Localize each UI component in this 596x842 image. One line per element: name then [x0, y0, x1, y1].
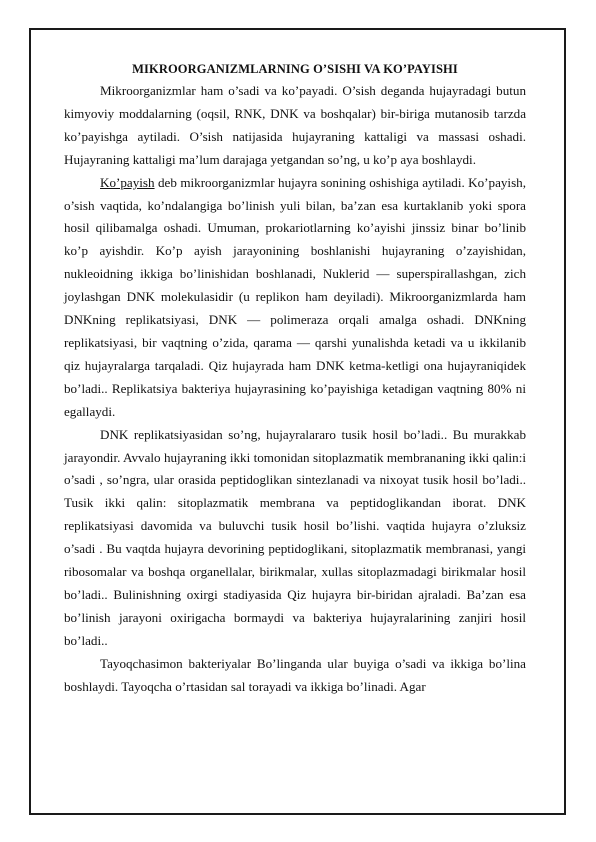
paragraph-text: Mikroorganizmlar ham o’sadi va ko’payadi. O’sish deganda hujayradagi butun kimyoviy moddalarning (oqsil, RNK, DNK va boshqalar) bir-biriga mutanosib tarzda ko’payishga aytiladi. O’sish natijasida hujayraning kattaligi va massasi oshadi. Hujayraning kattaligi ma’lum darajaga yetgandan so’ng, u ko’p aya boshlaydi. [64, 83, 526, 167]
paragraph-text: Tayoqchasimon bakteriyalar Bo’linganda ular buyiga o’sadi va ikkiga bo’lina boshlaydi. Tayoqcha o’rtasidan sal torayadi va ikkiga bo’linadi. Agar [64, 655, 526, 694]
paragraph-septum [64, 424, 526, 653]
paragraph-rod-bacteria [64, 653, 526, 699]
document-body [64, 58, 526, 698]
paragraph-text: DNK replikatsiyasidan so’ng, hujayralararo tusik hosil bo’ladi.. Bu murakkab jarayondir. Avvalo hujayraning ikki tomonidan sitoplazmatik membrananing ikki qalin:i o’sadi , so’ngra, ular orasida peptidoglikan sintezlanadi va nixoyat tusik hosil bo’ladi.. Tusik ikki qalin: sitoplazmatik membrana va peptidoglikandan iborat. DNK replikatsiyasi davomida va buluvchi tusik hosil bo’lishi. vaqtida hujayra o’zluksiz o’sadi . Bu vaqtda hujayra devorining peptidoglikani, sitoplazmatik membranasi, yangi ribosomalar va boshqa organellalar, birikmalar, xullas sitoplazmadagi birikmalar hosil bo’ladi.. Bulinishning oxirgi stadiyasida Qiz hujayra bir-biridan ajraladi. Ba’zan esa bo’linish jarayoni oxirigacha bormaydi va bakteriya hujayralarining zanjiri hosil bo’ladi.. [64, 426, 526, 648]
term-reproduction: Ko’payish [100, 174, 155, 190]
paragraph-text: deb mikroorganizmlar hujayra sonining oshishiga aytiladi. Ko’payish, o’sish vaqtida, ko’ndalangiga bo’linish yuli bilan, ba’zan esa kurtaklanib yoki spora hosil qilibamalga oshadi. Umuman, prokariotlarning ko’ayishi jinssiz binar bo’linib ko’p ayishdir. Ko’p ayish jarayonining boshlanishi hujayraning o’zayishidan, nukleoidning ikkiga bo’linishidan boshlanadi, Nuklerid — superspirallashgan, zich joylashgan DNK molekulasidir (u replikon ham deyiladi). Mikroorganizmlarda ham DNKning replikatsiyasi, DNK — polimeraza orqali amalga oshadi. DNKning replikatsiyasi, bir vaqtning o’zida, qarama — qarshi yunalishda ketadi va u ikkilanib qiz hujayralarga tarqaladi. Qiz hujayrada ham DNK ketma-ketligi ona hujayraniqidek bo’ladi.. Replikatsiya bakteriya hujayrasining ko’payishiga ketadigan vaqtning 80% ni egallaydi. [64, 174, 526, 419]
paragraph-reproduction [64, 172, 526, 424]
document-title: MIKROORGANIZMLARNING O’SISHI VA KO’PAYISHI [132, 62, 458, 76]
paragraph-growth [64, 80, 526, 172]
